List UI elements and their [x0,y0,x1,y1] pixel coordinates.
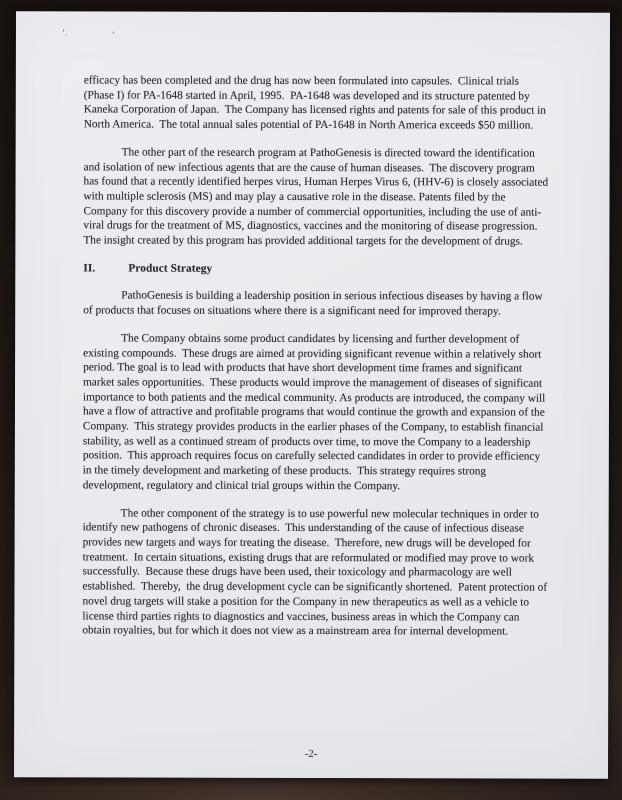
page-number: -2- [304,747,318,761]
page-body [82,73,550,652]
paragraph-product-candidates: The Company obtains some product candidates by licensing and further development of existing compounds. These drugs are aimed at providing significant revenue within a relatively short period. The goal is to lead with products that have short development time frames and significant market sales opportunities. These products would improve the management of diseases of significant importance to both patients and the medical community. As products are introduced, the company will have a flow of attractive and profitable programs that would continue the growth and expansion of the Company. This strategy provides products in the earlier phases of the Company, to establish financial stability, as well as a continued stream of products over time, to move the Company to a leadership position. This approach requires focus on carefully selected candidates in order to provide efficiency in the timely development and marketing of these products. This strategy requires strong development, regulatory and clinical trial groups within the Company. [82,332,549,493]
section-title: Product Strategy [128,262,213,275]
stray-ink-mark: ’. [61,27,68,38]
document-page [14,11,610,779]
paragraph-research-program: The other part of the research program at PathoGenesis is directed toward the identification and isolation of new infectious agents that are the cause of human diseases. The discovery program has found that a recently identified herpes virus, Human Herpes Virus 6, (HHV-6) is closely associated with multiple sclerosis (MS) and may play a causative role in the disease. Patents filed by the Company for this discovery provide a number of commercial opportunities, including the use of anti-viral drugs for the treatment of MS, diagnostics, vaccines and the monitoring of disease progression. The insight created by this program has provided additional targets for the development of drugs. [83,146,551,248]
paragraph-clinical-trials: efficacy has been completed and the drug has now been formulated into capsules. Clinical trials (Phase I) for PA-1648 started in April, 1995. PA-1648 was developed and its structure patented by Kaneka Corporation of Japan. The Company has licensed rights and patents for sale of this product in North America. The total annual sales potential of PA-1648 in North America exceeds $50 million. [83,74,549,132]
stray-ink-mark: ’ [111,29,115,40]
paragraph-molecular-techniques: The other component of the strategy is to use powerful new molecular techniques in order to identify new pathogens of chronic diseases. This understanding of the cause of infectious disease provides new targets and ways for treating the disease. Therefore, new drugs will be developed for treatment. In certain situations, existing drugs that are reformulated or modified may prove to work successfully. Because these drugs have been used, their toxicology and pharmacology are well established. Thereby, the drug development cycle can be significantly shortened. Patent protection of novel drug targets will stake a position for the Company in new therapeutics as well as a vehicle to license third parties rights to diagnostics and vaccines, business areas in which the Company can obtain royalties, but for which it does not view as a mainstream area for internal development. [82,507,550,638]
section-heading [83,261,549,277]
section-number: II. [83,262,96,275]
paragraph-leadership-position: PathoGenesis is building a leadership position in serious infectious diseases by having a flow of products that focuses on situations where there is a significant need for improved therapy. [83,289,546,318]
